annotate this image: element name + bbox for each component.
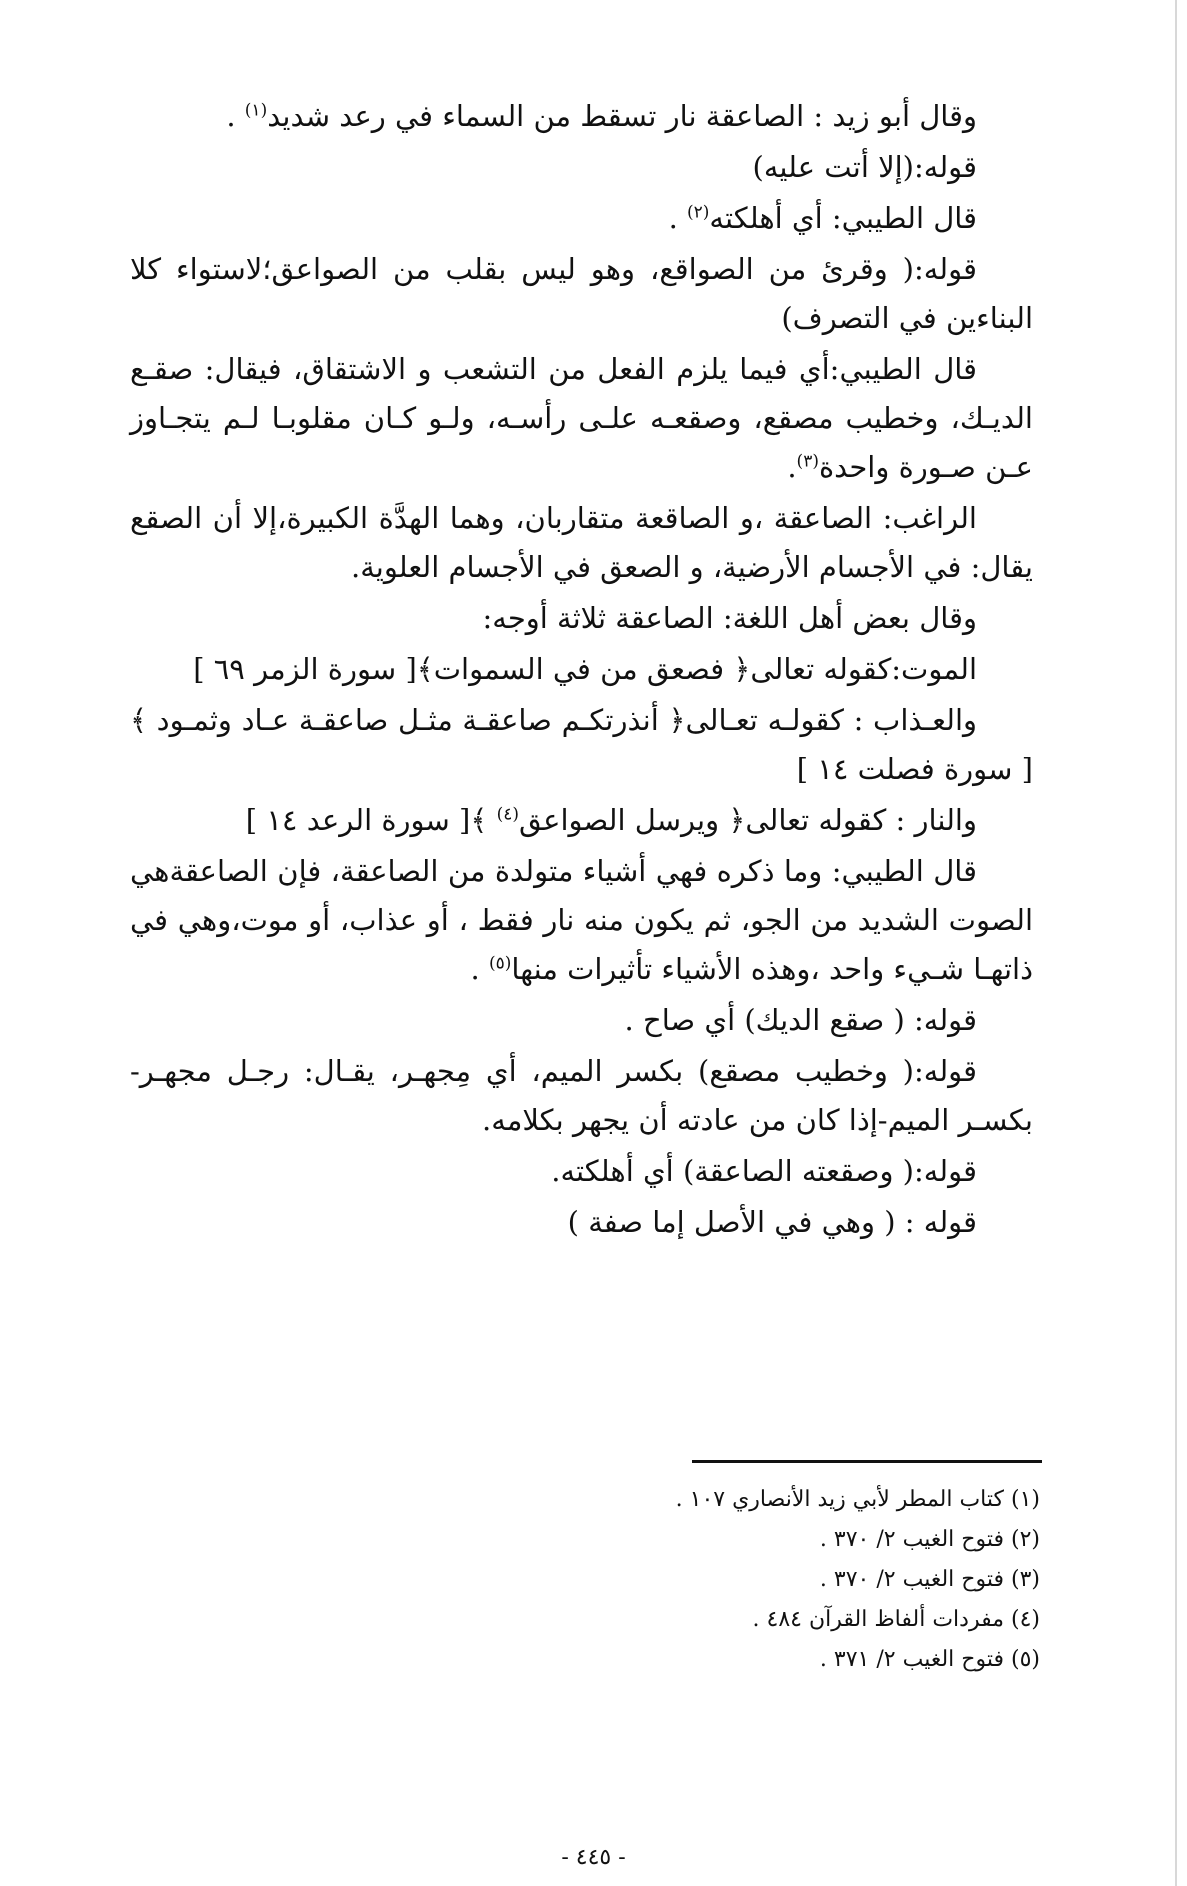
footnote-marker: (٣) [796,451,819,472]
main-text-body [130,92,1033,1249]
paragraph: قوله:( وخطيب مصقع) بكسر الميم، أي مِجهـر، يقـال: رجـل مجهـر-بكسـر الميم-إذا كان من عادته أن يجهر بكلامه. [130,1054,1033,1137]
paragraph: والنار : كقوله تعالى﴿ ويرسل الصواعق$^{(٤)}$ ﴾[ سورة الرعد ١٤ ] [245,803,977,837]
paragraph: قال الطيبي: أي أهلكته$^{(٢)}$ . [668,201,977,235]
footnote-item: (٤) مفردات ألفاظ القرآن ٤٨٤ . [752,1607,1040,1632]
footnote-item: (٣) فتوح الغيب ٢/ ٣٧٠ . [819,1567,1040,1592]
footnote-item: (٢) فتوح الغيب ٢/ ٣٧٠ . [819,1527,1040,1552]
paragraph: الراغب: الصاعقة ،و الصاقعة متقاربان، وهما الهدَّة الكبيرة،إلا أن الصقع يقال: في الأجسام الأرضية، و الصعق في الأجسام العلوية. [130,501,1033,584]
paragraph: قوله: ( صقع الديك) أي صاح . [624,1003,977,1037]
page-number: - ٤٤٥ - [561,1845,626,1870]
footnotes [600,1480,1040,1680]
footnote-separator [692,1460,1042,1463]
paragraph: قوله:( وصقعته الصاعقة) أي أهلكته. [551,1154,977,1188]
paragraph: قوله:( وقرئ من الصواقع، وهو ليس بقلب من الصواعق؛لاستواء كلا البناءين في التصرف) [130,252,1033,335]
footnote-item: (١) كتاب المطر لأبي زيد الأنصاري ١٠٧ . [675,1487,1040,1512]
paragraph: قوله:(إلا أتت عليه) [752,150,977,184]
paragraph: وقال أبو زيد : الصاعقة نار تسقط من السماء في رعد شديد$^{(١)}$ . [226,99,977,133]
paragraph: والعـذاب : كقولـه تعـالى﴿ أنذرتكـم صاعقـة مثـل صاعقـة عـاد وثمـود ﴾ [ سورة فصلت ١٤ ] [130,703,1033,786]
paragraph: قوله : ( وهي في الأصل إما صفة ) [567,1205,977,1239]
footnote-marker: (١) [244,100,268,121]
footnote-marker: (٤) [496,804,519,825]
footnote-marker: (٢) [687,202,710,223]
paragraph: الموت:كقوله تعالى﴿ فصعق من في السموات﴾[ سورة الزمر ٦٩ ] [193,652,977,686]
paragraph: قال الطيبي: وما ذكره فهي أشياء متولدة من الصاعقة، فإن الصاعقةهي الصوت الشديد من الجو، ثم يكون منه نار فقط ، أو عذاب، أو موت،وهي في ذاتهـا شـيء واحد ،وهذه الأشياء تأثيرات منها$^{(٥)}$ . [130,854,1033,986]
paragraph: وقال بعض أهل اللغة: الصاعقة ثلاثة أوجه: [482,601,977,635]
footnote-marker: (٥) [488,953,512,974]
footnote-item: (٥) فتوح الغيب ٢/ ٣٧١ . [819,1647,1040,1672]
paragraph: قال الطيبي:أي فيما يلزم الفعل من التشعب و الاشتقاق، فيقال: صقـع الديـك، وخطيب مصقع، وصقعـه علـى رأسـه، ولـو كـان مقلوبـا لـم يتجـاوز عـن صـورة واحدة$^{(٣)}$. [130,352,1033,484]
page-edge-line [1175,0,1177,1886]
